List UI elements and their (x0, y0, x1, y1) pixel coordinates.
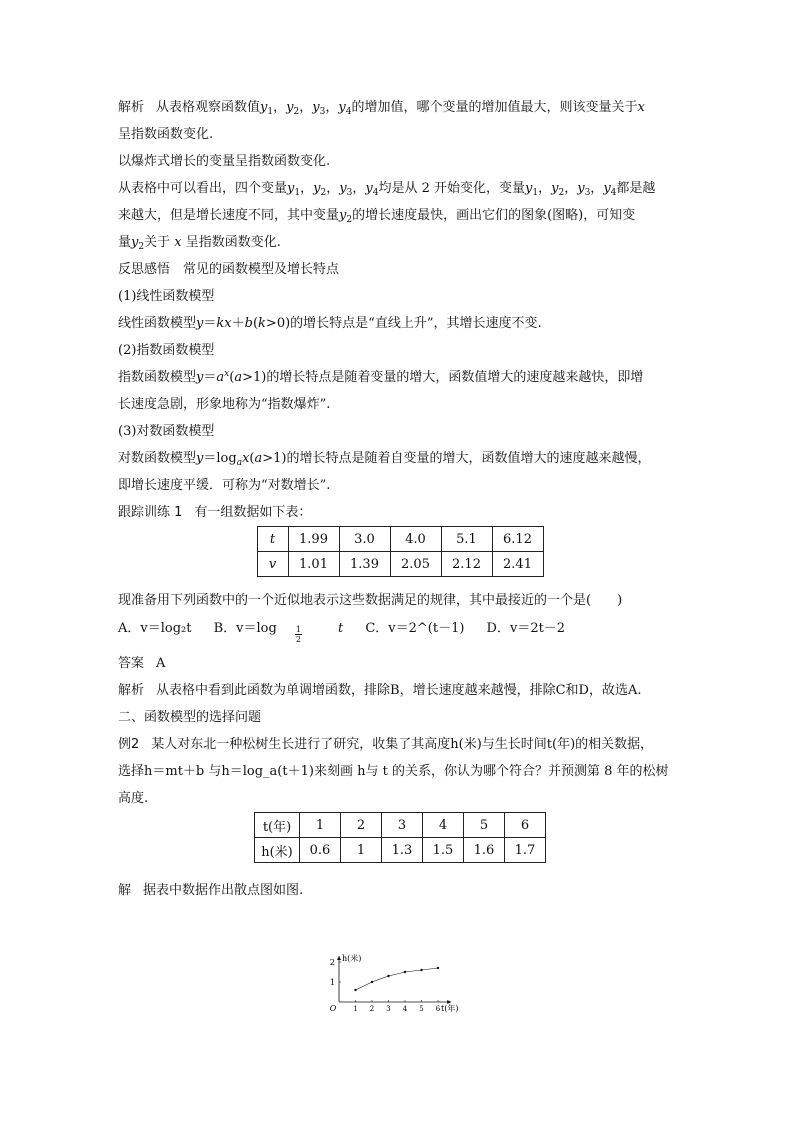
data-point (371, 981, 373, 983)
var-y1: y (260, 100, 268, 115)
reflection-exponential-2: 长速度急剧，形象地称为“指数爆炸”. (118, 397, 331, 412)
analysis-line-2: 呈指数函数变化. (118, 127, 214, 142)
x-tick-label: 4 (402, 1005, 408, 1013)
training-heading: 跟踪训练 1 有一组数据如下表： (118, 505, 312, 520)
data-point (404, 971, 406, 973)
paragraph-table-line-3: 量$y_2$关于 x 呈指数函数变化. (118, 235, 281, 252)
y-tick-label: 1 (329, 978, 335, 987)
example2-line-1: 例2 某人对东北一种松树生长进行了研究，收集了其高度h(米)与生长时间t(年)的相关数据， (118, 737, 654, 752)
reflection-exponential-1: 指数函数模型$y=a^x(a>1)$的增长特点是随着变量的增大，函数值增大的速度越来越快，即增 (118, 369, 644, 385)
y-axis-arrow (337, 956, 341, 960)
analysis-line-1: 解析 从表格观察函数值$y_1$，$y_2$，$y_3$，$y_4$的增加值，哪个变量的增加值最大，则该变量关于x (118, 100, 645, 117)
origin-label: O (329, 1004, 337, 1013)
analysis-label: 解析 (118, 100, 145, 115)
table-row: t(年) 1 2 3 4 5 6 (255, 813, 546, 838)
table-row: t 1.99 3.0 4.0 5.1 6.12 (257, 527, 543, 552)
data-point (437, 967, 439, 969)
x-tick-label: 1 (353, 1005, 358, 1013)
data-point (387, 975, 389, 977)
x-tick-label: 6 (435, 1005, 441, 1013)
training-options (118, 614, 682, 644)
example2-line-3: 高度. (118, 791, 149, 806)
x-tick-label: 3 (386, 1005, 391, 1013)
document-body (118, 94, 682, 904)
reflection-linear: 线性函数模型y＝kx＋b(k>0)的增长特点是“直线上升”，其增长速度不变. (118, 316, 542, 331)
example2-data-table (254, 812, 546, 863)
table-row: h(米) 0.6 1 1.3 1.5 1.6 1.7 (255, 838, 546, 863)
data-point (354, 989, 356, 991)
option-a: A．v＝log₂t (118, 621, 192, 636)
y-tick-label: 2 (329, 958, 335, 967)
paragraph-exponential: 以爆炸式增长的变量呈指数函数变化. (118, 154, 331, 169)
training-question: 现准备用下列函数中的一个近似地表示这些数据满足的规律，其中最接近的一个是( ) (118, 593, 623, 608)
paragraph-table-line-1: 从表格中可以看出，四个变量$y_1$，$y_2$，$y_3$，$y_4$均是从 2 开始变化，变量$y_1$，$y_2$，$y_3$，$y_4$都是越 (118, 181, 656, 198)
x-tick-label: 2 (369, 1005, 375, 1013)
y-axis-label: h(米) (342, 954, 362, 963)
reflection-heading-2: (2)指数函数模型 (118, 343, 215, 358)
option-c: C．v＝2^(t－1) (365, 621, 465, 636)
reflection-heading-1: (1)线性函数模型 (118, 289, 215, 304)
scatter-plot (325, 952, 475, 1014)
option-d: D．v＝2t－2 (486, 621, 566, 636)
reflection-log-1: 对数函数模型$y=\log_ax(a>1)$的增长特点是随着自变量的增大，函数值增大的速度越来越慢， (118, 451, 651, 468)
answer-line: 答案 A (118, 656, 166, 671)
reflection-heading-3: (3)对数函数模型 (118, 424, 215, 439)
option-b: B．v＝log $\frac{1}{2}$ t (213, 621, 344, 644)
data-point (420, 969, 422, 971)
solution-line: 解 据表中数据作出散点图如图. (118, 883, 304, 898)
reflection-title: 反思感悟 常见的函数模型及增长特点 (118, 262, 340, 277)
paragraph-table-line-2: 来越大，但是增长速度不同，其中变量$y_2$的增长速度最快，画出它们的图象(图略)，可知变 (118, 208, 636, 225)
reflection-log-2: 即增长速度平缓．可称为“对数增长”. (118, 478, 331, 493)
trend-curve (356, 968, 439, 990)
x-tick-label: 5 (419, 1005, 424, 1013)
training-analysis: 解析 从表格中看到此函数为单调增函数，排除B，增长速度越来越慢，排除C和D，故选A. (118, 683, 642, 698)
x-axis-label: t(年) (441, 1004, 459, 1013)
table-row: v 1.01 1.39 2.05 2.12 2.41 (257, 552, 543, 577)
example2-line-2: 选择h＝mt＋b 与h＝log_a(t＋1)来刻画 h与 t 的关系，你认为哪个符合？并预测第 8 年的松树 (118, 764, 669, 779)
section-heading-2: 二、函数模型的选择问题 (118, 710, 262, 725)
training-data-table (257, 526, 544, 577)
